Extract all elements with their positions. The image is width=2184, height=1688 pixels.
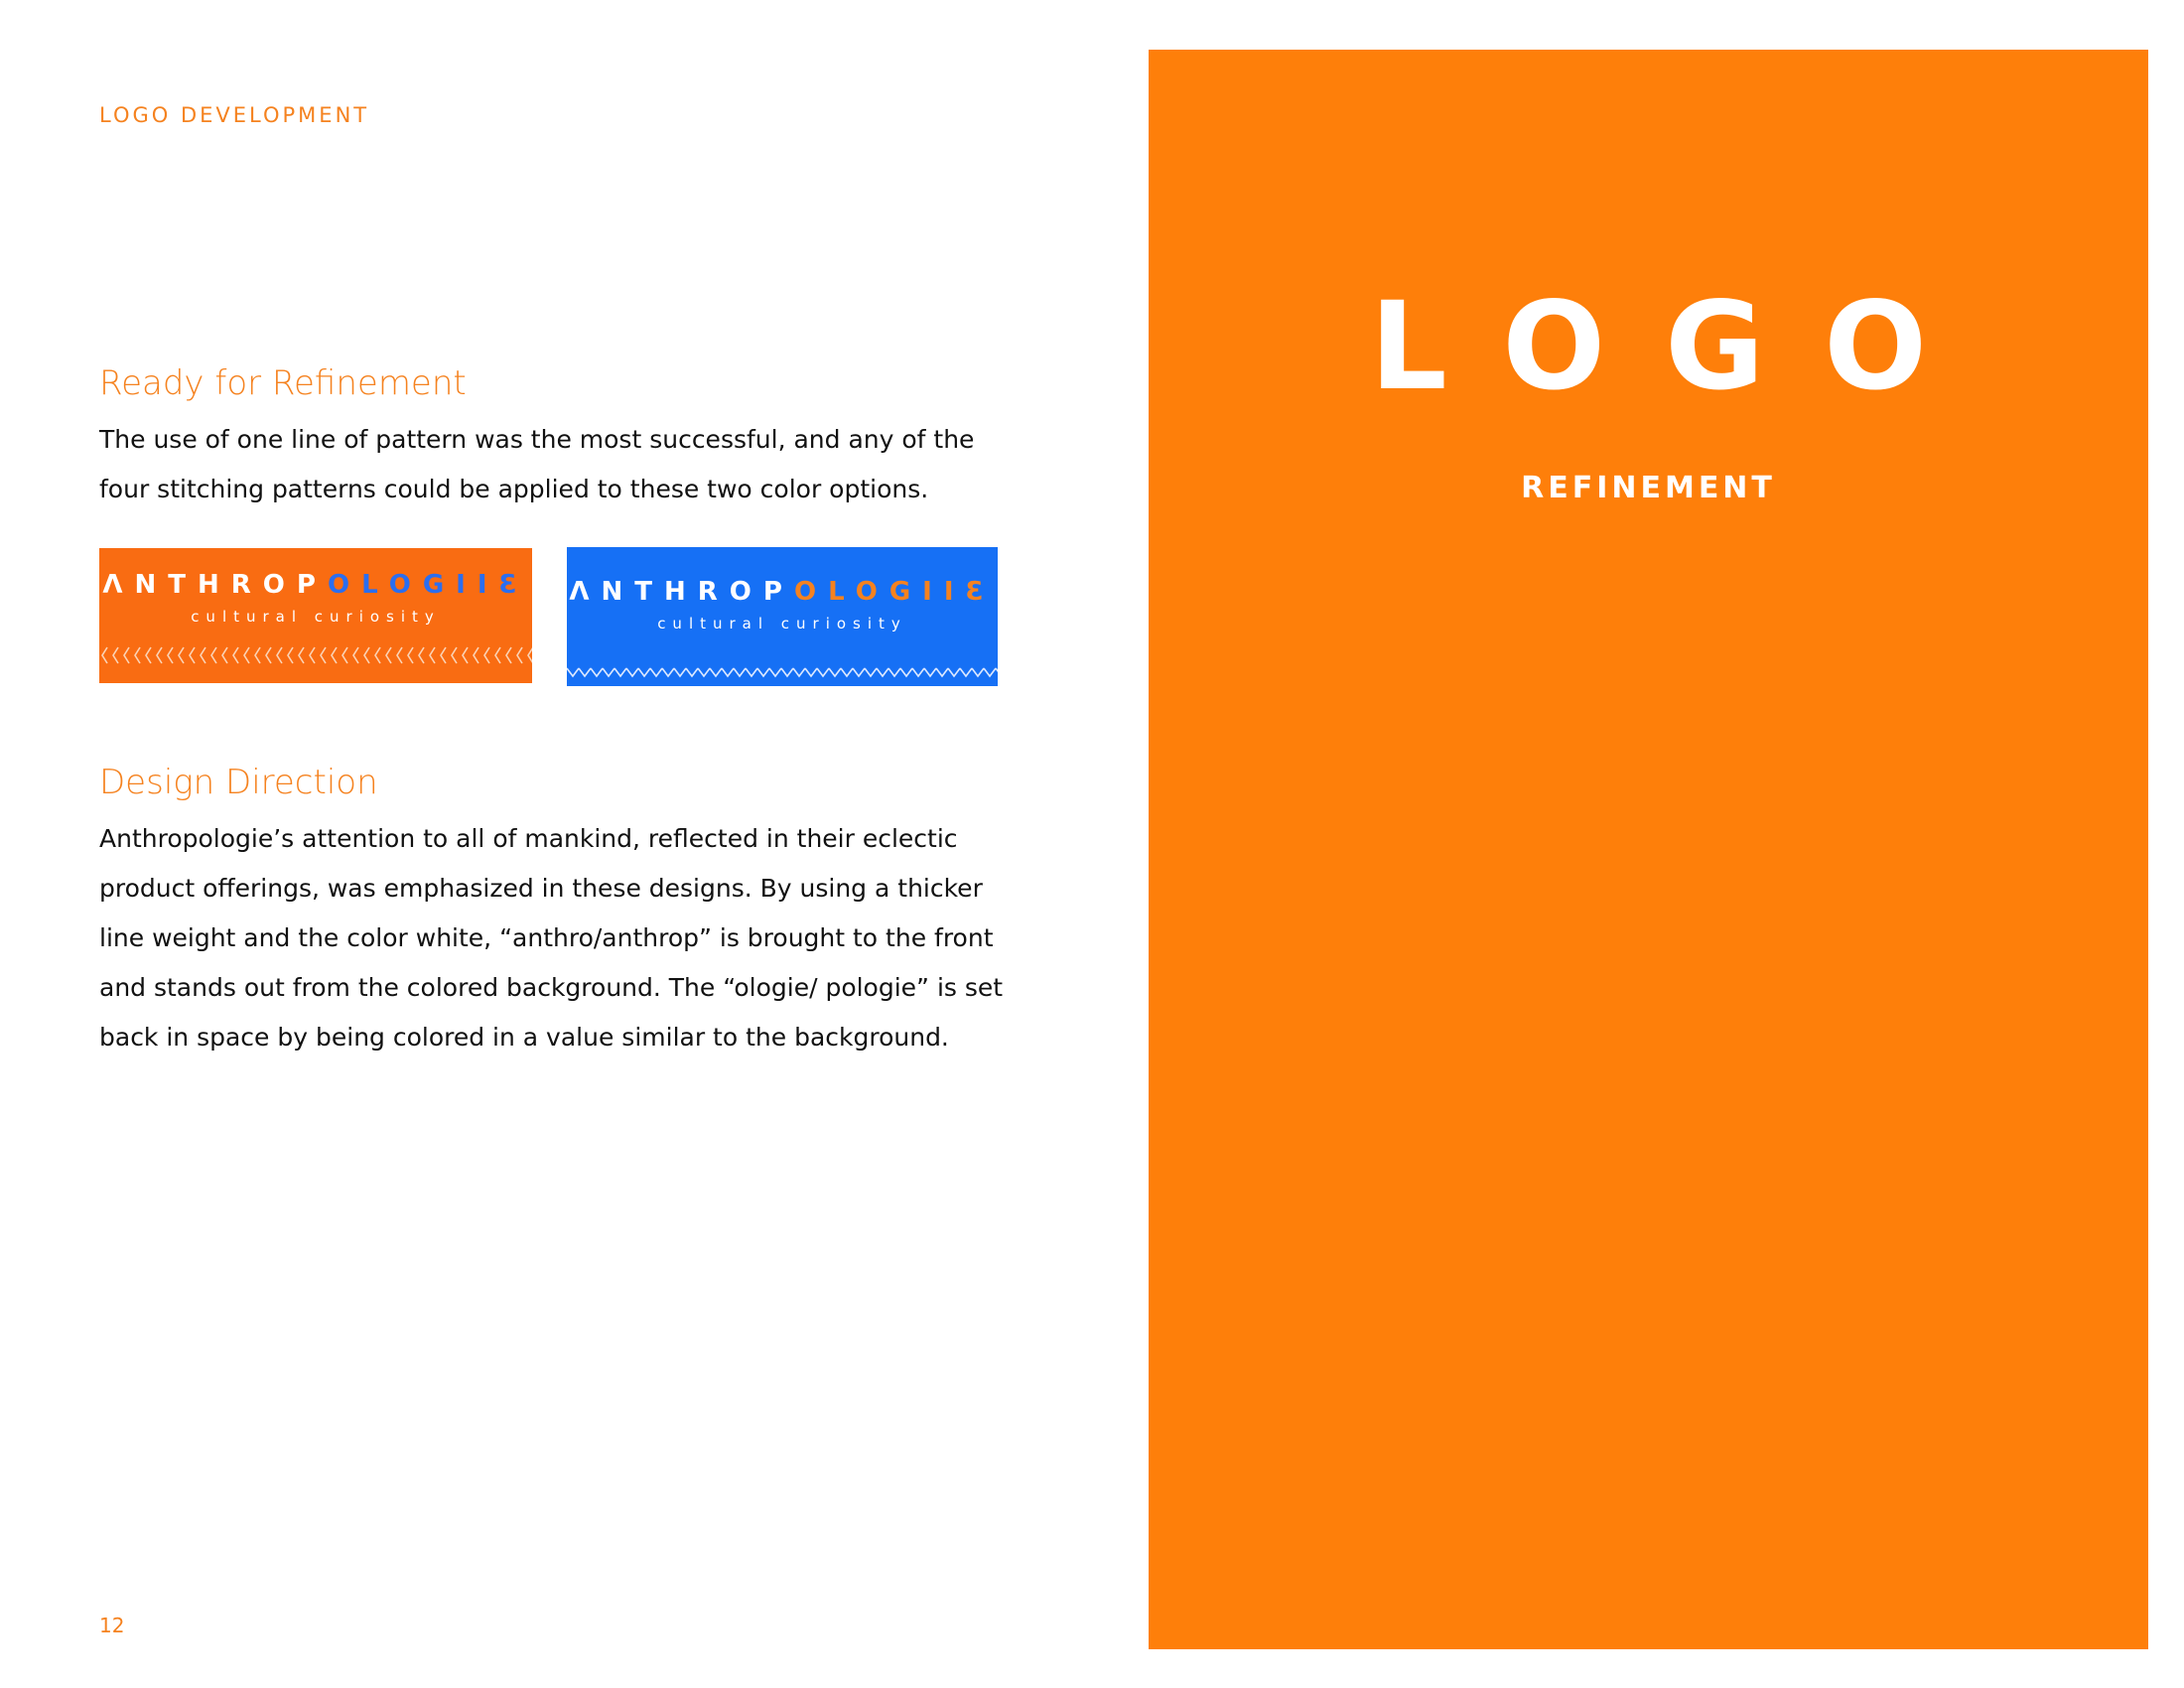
stitch-pattern-icon [567, 664, 998, 680]
refinement-body: The use of one line of pattern was the most successful, and any of the four stitching patterns could be applied to these two color options. [99, 425, 975, 503]
refinement-heading: Ready for Refinement [99, 363, 467, 403]
direction-heading: Design Direction [99, 763, 378, 802]
direction-body: Anthropologie’s attention to all of mankind, reflected in their eclectic product offerings, was emphasized in these designs. By using a thicker line weight and the color white, “anthro/anthrop” is brought to the front and stands out from the colored background. The “ologie/ pologie” is set back in space by being colored in a value similar to the background. [99, 824, 1004, 1052]
logo-wordmark [99, 570, 532, 600]
wordmark-ologie: OLOGIIƐ [327, 570, 529, 600]
panel-title: LOGO [1370, 276, 1986, 417]
wordmark-anthrop: ΛNTHROP [102, 570, 328, 600]
page-number: 12 [99, 1614, 125, 1637]
title-panel [1149, 50, 2148, 1649]
wordmark-ologie: OLOGIIƐ [793, 577, 996, 607]
logo-tagline: cultural curiosity [191, 608, 441, 626]
stitch-pattern-icon [99, 643, 532, 667]
logo-tagline: cultural curiosity [657, 615, 907, 633]
logo-blue-variant [567, 547, 998, 686]
logo-orange-variant [99, 548, 532, 683]
logo-wordmark [567, 577, 998, 607]
section-label: LOGO DEVELOPMENT [99, 103, 370, 127]
panel-subtitle: REFINEMENT [1521, 471, 1776, 505]
wordmark-anthrop: ΛNTHROP [569, 577, 794, 607]
